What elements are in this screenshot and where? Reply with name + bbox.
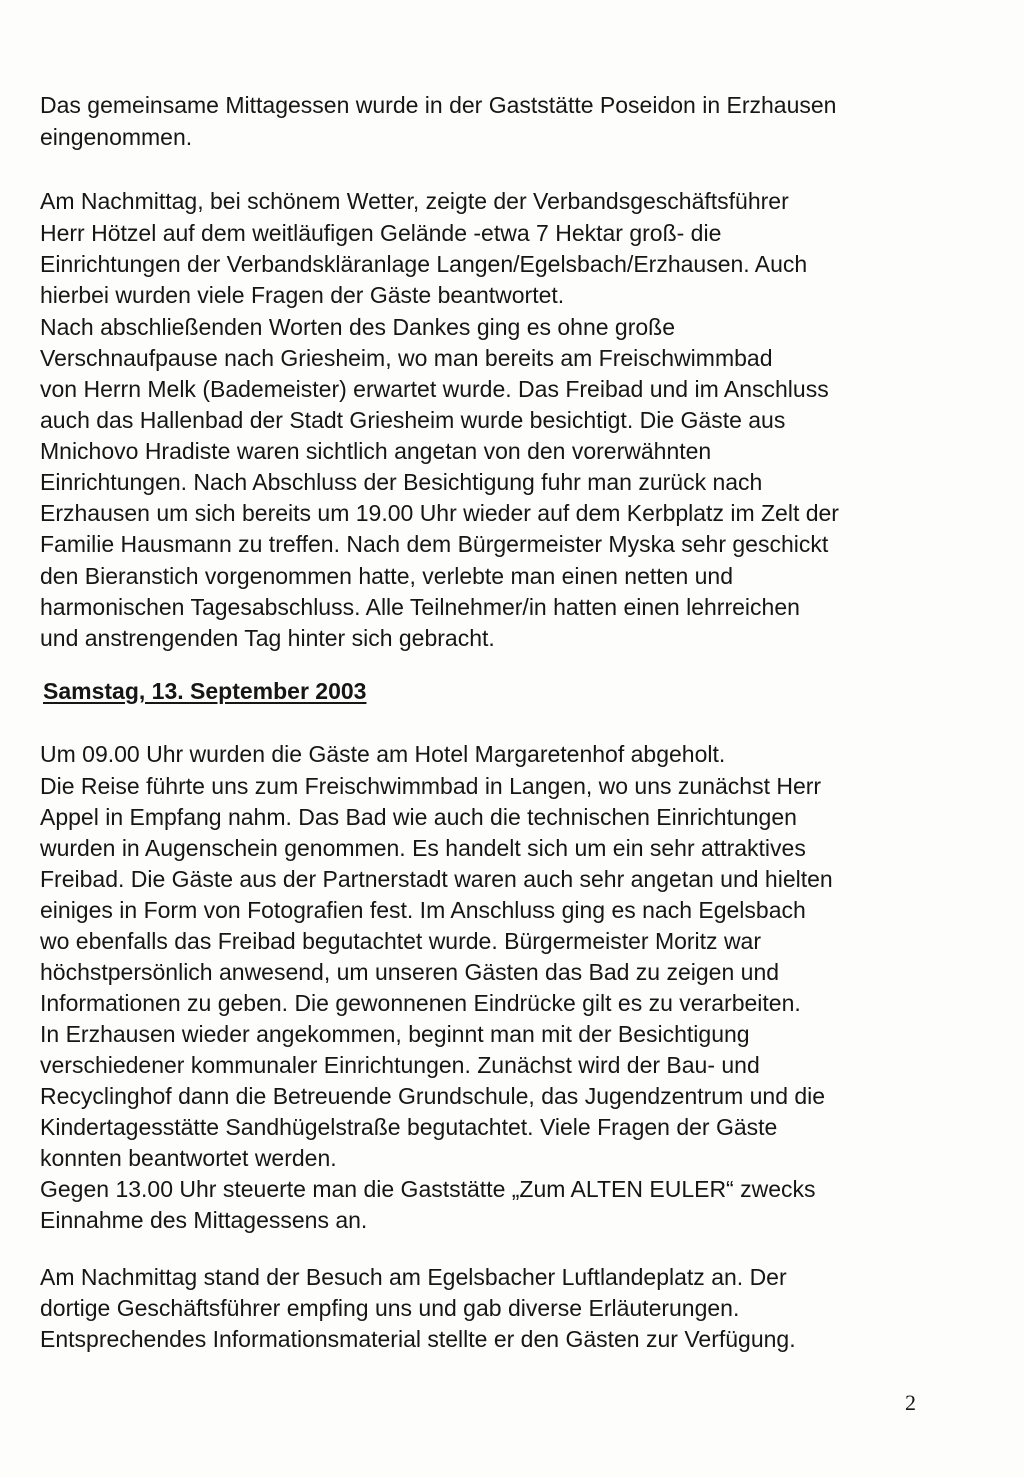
text-line: dortige Geschäftsführer empfing uns und gab diverse Erläuterungen. [40,1295,740,1321]
text-line: verschiedener kommunaler Einrichtungen. Zunächst wird der Bau- und [40,1052,760,1078]
text-line: harmonischen Tagesabschluss. Alle Teilnehmer/in hatten einen lehrreichen [40,594,800,620]
text-line: Recyclinghof dann die Betreuende Grundschule, das Jugendzentrum und die [40,1083,826,1109]
text-line: Kindertagesstätte Sandhügelstraße begutachtet. Viele Fragen der Gäste [40,1114,778,1140]
text-line: Freibad. Die Gäste aus der Partnerstadt waren auch sehr angetan und hielten [40,866,833,892]
text-line: eingenommen. [40,124,193,150]
section-heading: Samstag, 13. September 2003 [43,678,367,704]
text-line: hierbei wurden viele Fragen der Gäste beantwortet. [40,282,565,308]
text-line: Einnahme des Mittagessens an. [40,1207,368,1233]
text-line: Appel in Empfang nahm. Das Bad wie auch die technischen Einrichtungen [40,804,797,830]
text-line: von Herrn Melk (Bademeister) erwartet wurde. Das Freibad und im Anschluss [40,376,829,402]
text-line: konnten beantwortet werden. [40,1145,337,1171]
text-line: In Erzhausen wieder angekommen, beginnt man mit der Besichtigung [40,1021,750,1047]
text-line: Einrichtungen der Verbandskläranlage Langen/Egelsbach/Erzhausen. Auch [40,251,808,277]
text-line: Nach abschließenden Worten des Dankes ging es ohne große [40,314,676,340]
text-line: Informationen zu geben. Die gewonnenen Eindrücke gilt es zu verarbeiten. [40,990,801,1016]
text-line: Die Reise führte uns zum Freischwimmbad in Langen, wo uns zunächst Herr [40,773,822,799]
text-line: Familie Hausmann zu treffen. Nach dem Bürgermeister Myska sehr geschickt [40,531,829,557]
text-line: Am Nachmittag stand der Besuch am Egelsbacher Luftlandeplatz an. Der [40,1264,787,1290]
text-line: Entsprechendes Informationsmaterial stellte er den Gästen zur Verfügung. [40,1326,796,1352]
text-line: wurden in Augenschein genommen. Es handelt sich um ein sehr attraktives [40,835,806,861]
text-line: Das gemeinsame Mittagessen wurde in der Gaststätte Poseidon in Erzhausen [40,92,837,118]
text-line: Mnichovo Hradiste waren sichtlich angetan von den vorerwähnten [40,438,712,464]
text-line: Einrichtungen. Nach Abschluss der Besichtigung fuhr man zurück nach [40,469,763,495]
text-line: Erzhausen um sich bereits um 19.00 Uhr wieder auf dem Kerbplatz im Zelt der [40,500,839,526]
text-line: auch das Hallenbad der Stadt Griesheim wurde besichtigt. Die Gäste aus [40,407,786,433]
page-number: 2 [905,1390,916,1415]
text-line: Um 09.00 Uhr wurden die Gäste am Hotel Margaretenhof abgeholt. [40,741,726,767]
text-line: und anstrengenden Tag hinter sich gebracht. [40,625,495,651]
text-line: höchstpersönlich anwesend, um unseren Gästen das Bad zu zeigen und [40,959,780,985]
text-line: einiges in Form von Fotografien fest. Im Anschluss ging es nach Egelsbach [40,897,806,923]
text-line: Herr Hötzel auf dem weitläufigen Gelände -etwa 7 Hektar groß- die [40,220,722,246]
text-line: Am Nachmittag, bei schönem Wetter, zeigte der Verbandsgeschäftsführer [40,188,789,214]
text-line: Verschnaufpause nach Griesheim, wo man bereits am Freischwimmbad [40,345,773,371]
text-line: wo ebenfalls das Freibad begutachtet wurde. Bürgermeister Moritz war [40,928,762,954]
text-line: den Bieranstich vorgenommen hatte, verlebte man einen netten und [40,563,733,589]
text-line: Gegen 13.00 Uhr steuerte man die Gaststätte „Zum ALTEN EULER“ zwecks [40,1176,816,1202]
